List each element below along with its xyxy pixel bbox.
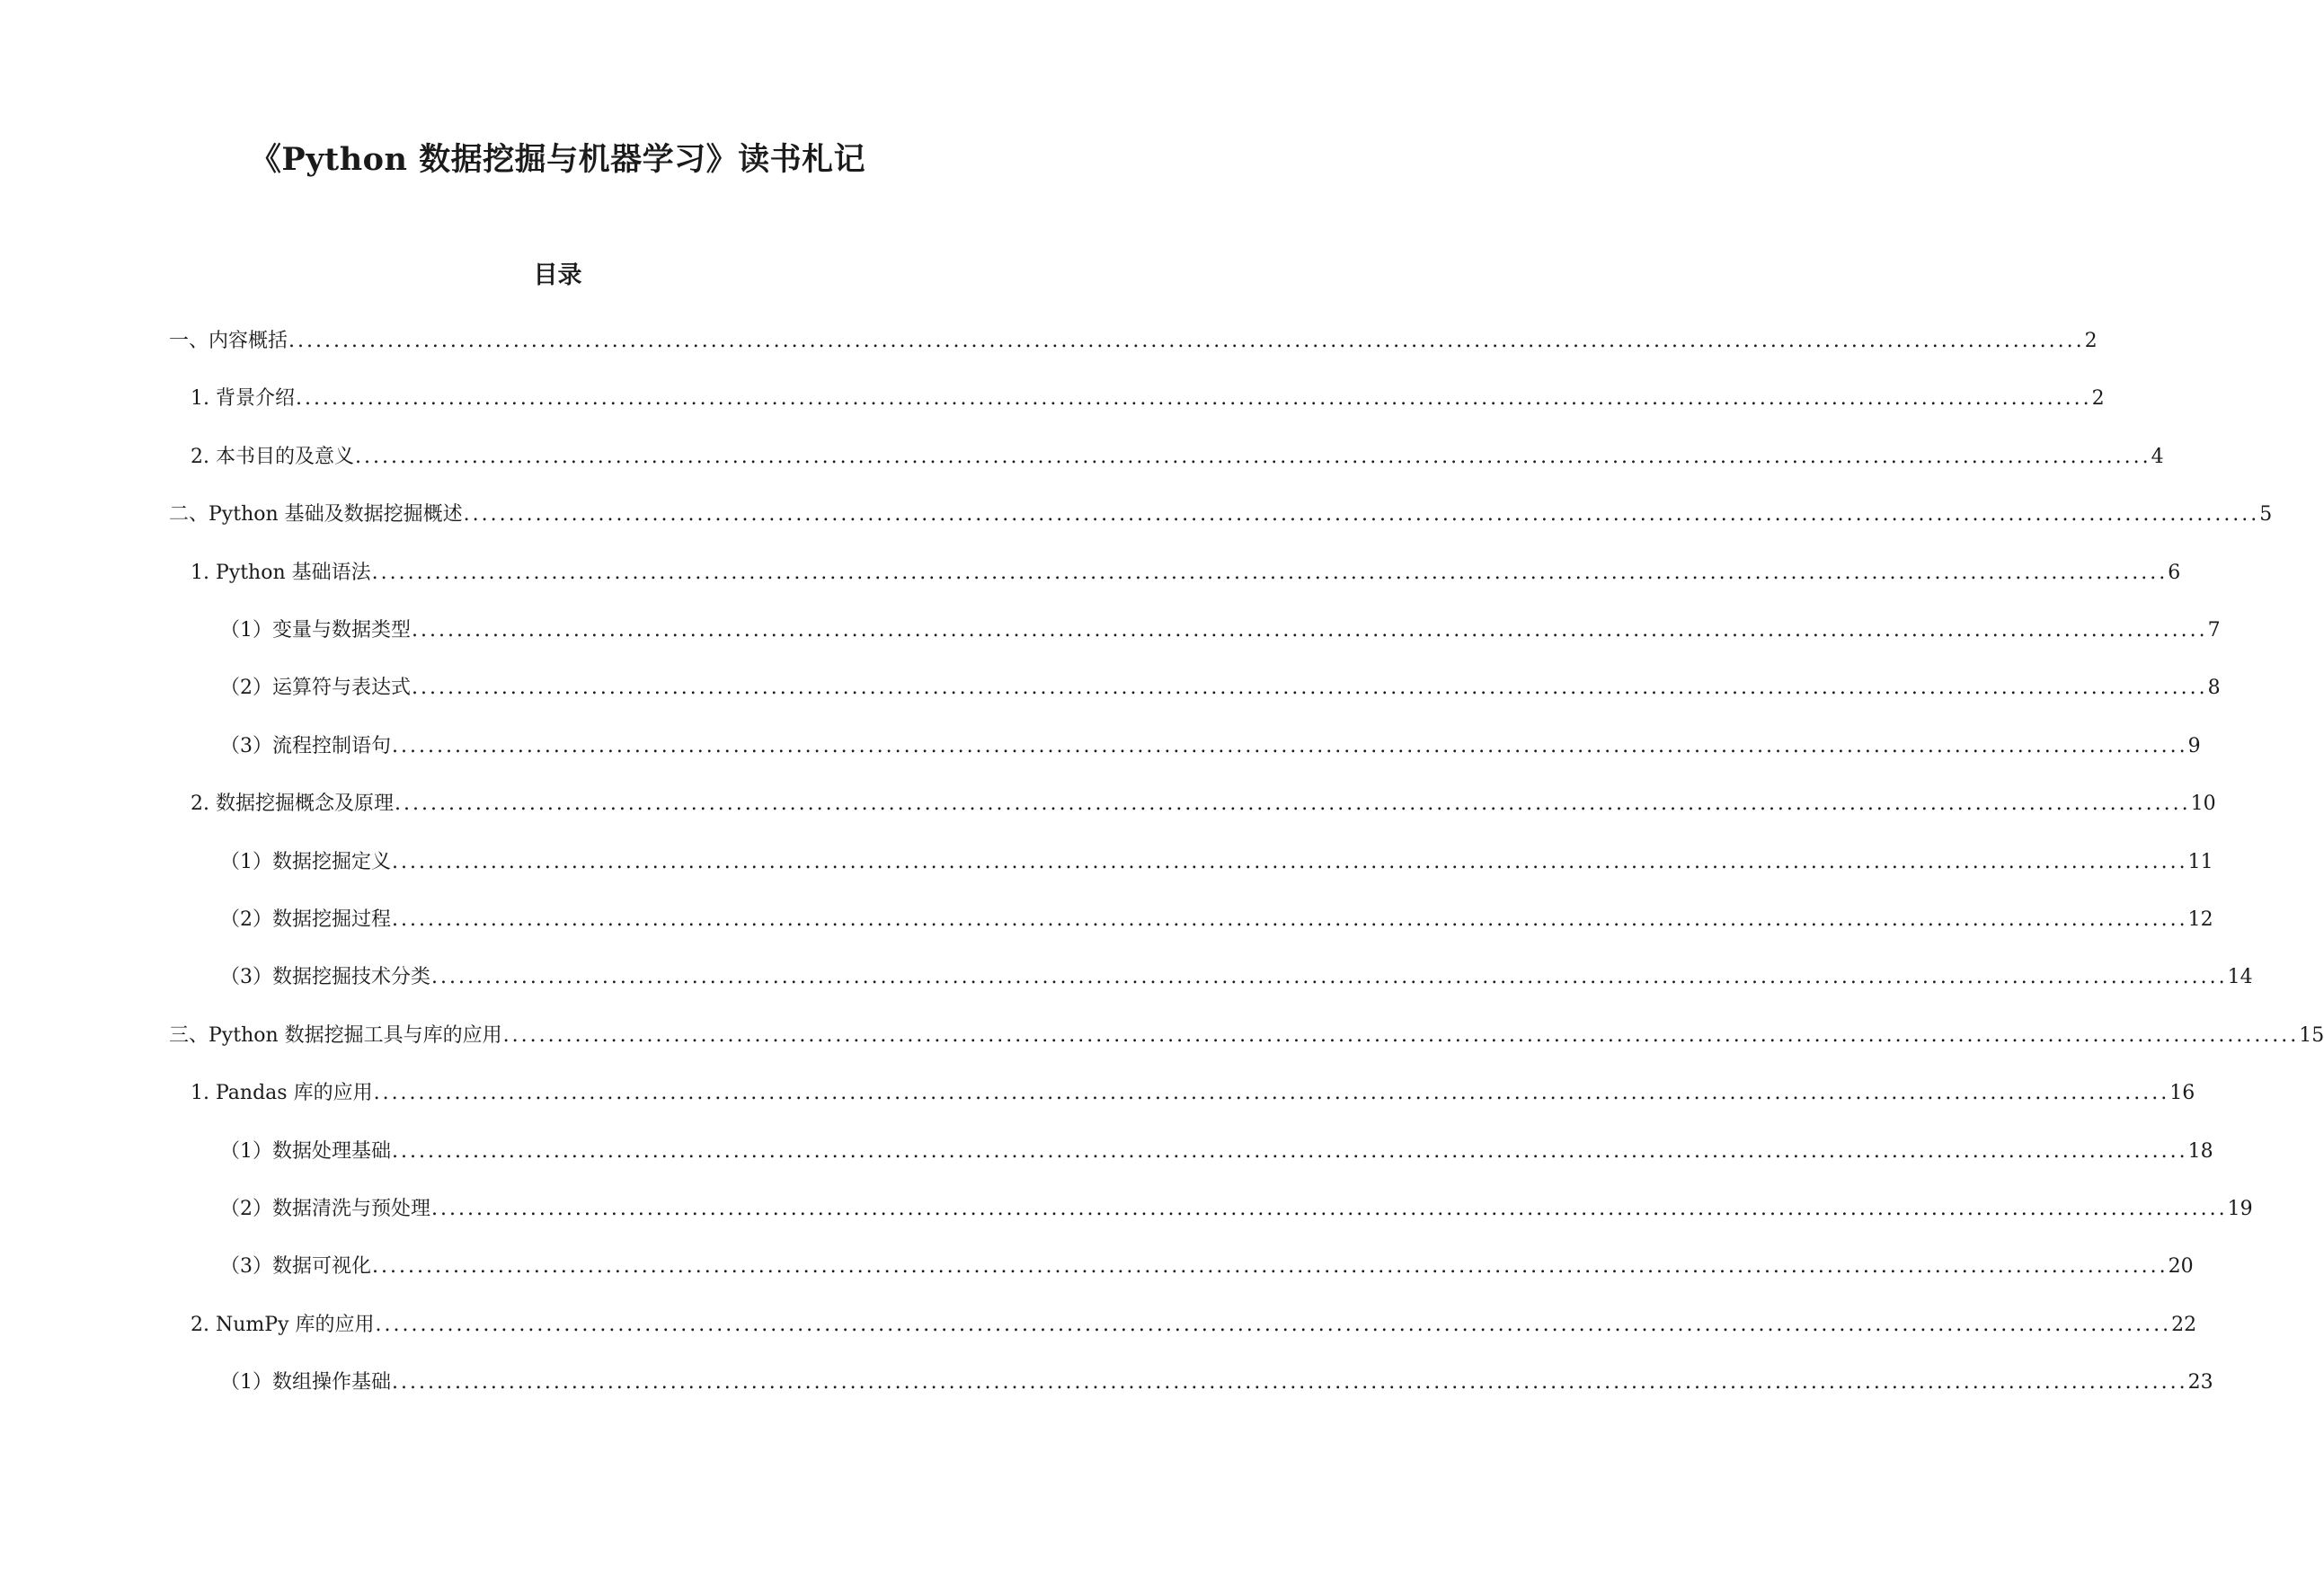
- document-title: 《Python 数据挖掘与机器学习》读书札记: [249, 141, 866, 178]
- toc-entry-label: （1）数据处理基础: [220, 1140, 391, 1163]
- toc-entry[interactable]: [220, 1191, 2253, 1227]
- toc-entry-page-number: 20: [2168, 1255, 2194, 1278]
- toc-leader-dots: ........................................................................................................................................................................................................: [372, 1255, 2169, 1278]
- toc-entry-label: 1. Python 基础语法: [191, 562, 371, 584]
- toc-entry[interactable]: [191, 555, 2181, 591]
- toc-entry-page-number: 19: [2227, 1198, 2253, 1220]
- toc-entry-label: 1. Pandas 库的应用: [191, 1082, 373, 1104]
- toc-entry-page-number: 15: [2299, 1024, 2324, 1047]
- toc-entry-page-number: 10: [2190, 792, 2216, 815]
- toc-entry[interactable]: [191, 1307, 2197, 1343]
- toc-entry-page-number: 9: [2187, 735, 2201, 757]
- toc-entry[interactable]: [191, 786, 2216, 822]
- toc-entry-label: （2）数据清洗与预处理: [220, 1198, 430, 1220]
- toc-entry[interactable]: [169, 323, 2098, 359]
- toc-entry[interactable]: [220, 845, 2213, 881]
- toc-leader-dots: ........................................................................................................................................................................................................: [392, 1371, 2188, 1394]
- toc-entry-page-number: 2: [2091, 387, 2105, 410]
- toc-entry[interactable]: [191, 1076, 2195, 1111]
- toc-entry[interactable]: [220, 1134, 2213, 1170]
- toc-leader-dots: ........................................................................................................................................................................................................: [392, 908, 2188, 931]
- toc-leader-dots: ........................................................................................................................................................................................................: [373, 1082, 2170, 1104]
- toc-entry-label: 1. 背景介绍: [191, 387, 295, 410]
- toc-entry-label: （3）数据可视化: [220, 1255, 371, 1278]
- toc-entry-label: 三、Python 数据挖掘工具与库的应用: [169, 1024, 502, 1047]
- toc-entry-label: （2）数据挖掘过程: [220, 908, 391, 931]
- toc-entry-page-number: 18: [2187, 1140, 2213, 1163]
- toc-entry-label: 一、内容概括: [169, 330, 288, 352]
- toc-entry-label: 2. 本书目的及意义: [191, 446, 354, 468]
- toc-entry-page-number: 6: [2168, 562, 2181, 584]
- toc-leader-dots: ........................................................................................................................................................................................................: [431, 1198, 2228, 1220]
- toc-entry-label: 2. 数据挖掘概念及原理: [191, 792, 394, 815]
- toc-leader-dots: ........................................................................................................................................................................................................: [431, 966, 2228, 988]
- toc-entry-label: （1）数据挖掘定义: [220, 851, 391, 873]
- toc-leader-dots: ........................................................................................................................................................................................................: [392, 851, 2188, 873]
- toc-entry[interactable]: [220, 1249, 2194, 1285]
- toc-entry-label: （1）变量与数据类型: [220, 619, 411, 642]
- toc-leader-dots: ........................................................................................................................................................................................................: [392, 1140, 2188, 1163]
- toc-entry-label: 2. NumPy 库的应用: [191, 1314, 375, 1336]
- toc-leader-dots: ........................................................................................................................................................................................................: [392, 735, 2188, 757]
- toc-entry-page-number: 2: [2084, 330, 2098, 352]
- toc-entry-label: （1）数组操作基础: [220, 1371, 391, 1394]
- toc-heading: 目录: [533, 261, 582, 289]
- toc-entry-label: （3）流程控制语句: [220, 735, 391, 757]
- toc-entry[interactable]: [220, 902, 2213, 938]
- toc-leader-dots: ........................................................................................................................................................................................................: [463, 503, 2260, 526]
- toc-entry-page-number: 23: [2187, 1371, 2213, 1394]
- toc-entry-page-number: 8: [2207, 677, 2221, 699]
- toc-entry-page-number: 16: [2169, 1082, 2195, 1104]
- toc-entry-label: （2）运算符与表达式: [220, 677, 411, 699]
- toc-entry-page-number: 5: [2259, 503, 2273, 526]
- toc-entry-label: 二、Python 基础及数据挖掘概述: [169, 503, 463, 526]
- toc-leader-dots: ........................................................................................................................................................................................................: [394, 792, 2191, 815]
- toc-entry-page-number: 11: [2187, 851, 2213, 873]
- toc-entry[interactable]: [191, 381, 2105, 417]
- toc-entry[interactable]: [220, 613, 2221, 649]
- toc-leader-dots: ........................................................................................................................................................................................................: [502, 1024, 2300, 1047]
- toc-entry[interactable]: [169, 497, 2273, 533]
- toc-entry-label: （3）数据挖掘技术分类: [220, 966, 430, 988]
- toc-entry-page-number: 14: [2227, 966, 2253, 988]
- toc-leader-dots: ........................................................................................................................................................................................................: [412, 619, 2208, 642]
- toc-leader-dots: ........................................................................................................................................................................................................: [354, 446, 2151, 468]
- toc-entry[interactable]: [220, 729, 2201, 765]
- toc-entry-page-number: 7: [2207, 619, 2221, 642]
- toc-leader-dots: ........................................................................................................................................................................................................: [288, 330, 2085, 352]
- toc-entry[interactable]: [220, 670, 2221, 706]
- toc-entry-page-number: 12: [2187, 908, 2213, 931]
- toc-leader-dots: ........................................................................................................................................................................................................: [412, 677, 2208, 699]
- toc-entry[interactable]: [220, 1365, 2213, 1401]
- toc-leader-dots: ........................................................................................................................................................................................................: [375, 1314, 2172, 1336]
- toc-leader-dots: ........................................................................................................................................................................................................: [371, 562, 2169, 584]
- toc-leader-dots: ........................................................................................................................................................................................................: [295, 387, 2092, 410]
- toc-entry-page-number: 4: [2151, 446, 2164, 468]
- toc-entry-page-number: 22: [2171, 1314, 2197, 1336]
- toc-entry[interactable]: [169, 1018, 2324, 1054]
- toc-entry[interactable]: [220, 960, 2253, 996]
- toc-entry[interactable]: [191, 439, 2164, 475]
